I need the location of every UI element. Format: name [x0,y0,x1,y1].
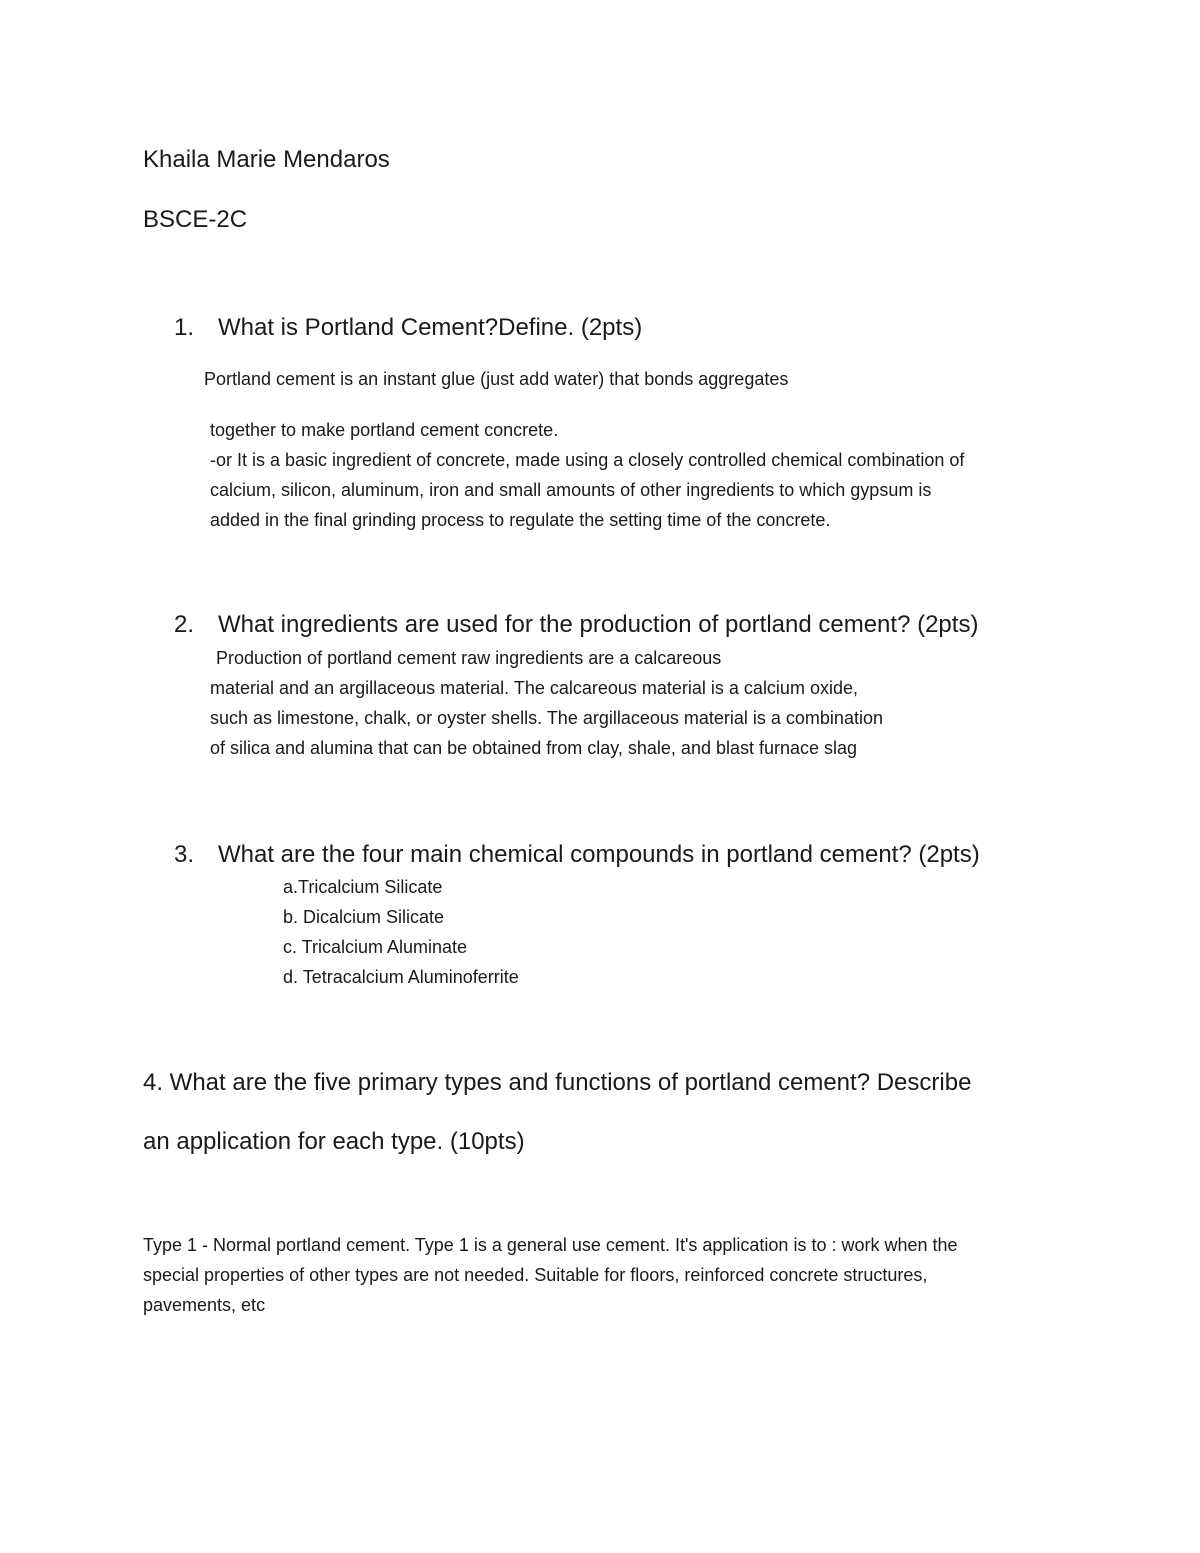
q2-answer-line: of silica and alumina that can be obtained from clay, shale, and blast furnace slag [210,738,858,758]
q3-list-item: b. Dicalcium Silicate [283,907,445,927]
q1-answer-line: Portland cement is an instant glue (just add water) that bonds aggregates [204,369,789,389]
q3-number: 3. [174,841,195,868]
q2-answer-line: Production of portland cement raw ingredients are a calcareous [216,648,722,668]
q3-list-item: d. Tetracalcium Aluminoferrite [283,967,519,987]
q2-answer-line: such as limestone, chalk, or oyster shells. The argillaceous material is a combination [210,708,883,728]
q2-answer-line: material and an argillaceous material. The calcareous material is a calcium oxide, [210,678,858,698]
q1-answer-line: together to make portland cement concrete. [210,420,559,440]
q3-list-item: a.Tricalcium Silicate [283,877,443,897]
student-section: BSCE-2C [143,206,248,233]
q1-answer-line: added in the final grinding process to regulate the setting time of the concrete. [210,510,831,530]
q2-number: 2. [174,611,195,638]
q2-question: What ingredients are used for the production of portland cement? (2pts) [218,611,979,638]
student-name: Khaila Marie Mendaros [143,146,390,173]
q4-question-line: an application for each type. (10pts) [143,1128,525,1155]
q1-answer-line: calcium, silicon, aluminum, iron and small amounts of other ingredients to which gypsum is [210,480,932,500]
q1-question: What is Portland Cement?Define. (2pts) [218,314,643,341]
q1-number: 1. [174,314,195,341]
q3-question: What are the four main chemical compounds in portland cement? (2pts) [218,841,980,868]
q4-answer-line: pavements, etc [143,1295,266,1315]
q4-question-line: 4. What are the five primary types and functions of portland cement? Describe [143,1069,972,1096]
q3-list-item: c. Tricalcium Aluminate [283,937,468,957]
q4-answer-line: special properties of other types are not needed. Suitable for floors, reinforced concrete structures, [143,1265,928,1285]
q1-answer-line: -or It is a basic ingredient of concrete, made using a closely controlled chemical combination of [210,450,965,470]
q4-answer-line: Type 1 - Normal portland cement. Type 1 is a general use cement. It's application is to : work when the [143,1235,958,1255]
